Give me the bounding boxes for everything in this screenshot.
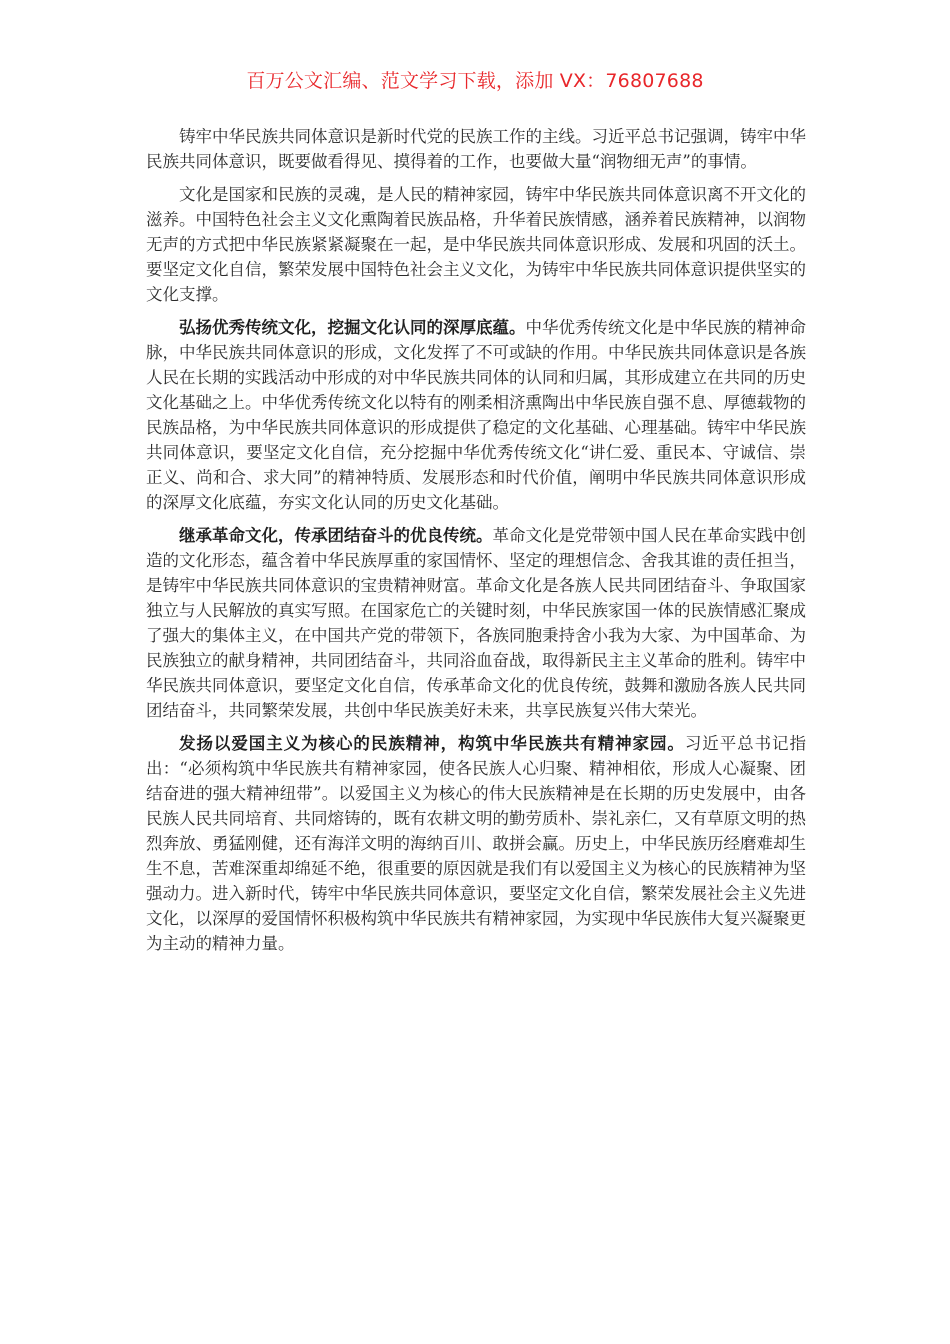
paragraph-culture [146, 182, 806, 307]
paragraph-lead: 继承革命文化，传承团结奋斗的优良传统。 [179, 526, 493, 545]
paragraph-text: 中华优秀传统文化是中华民族的精神命脉，中华民族共同体意识的形成，文化发挥了不可或缺的作用。中华民族共同体意识是各族人民在长期的实践活动中形成的对中华民族共同体的认同和归属，其形成建立在共同的历史文化基础之上。中华优秀传统文化以特有的刚柔相济熏陶出中华民族自强不息、厚德载物的民族品格，为中华民族共同体意识的形成提供了稳定的文化基础、心理基础。铸牢中华民族共同体意识，要坚定文化自信，充分挖掘中华优秀传统文化“讲仁爱、重民本、守诚信、崇正义、尚和合、求大同”的精神特质、发展形态和时代价值，阐明中华民族共同体意识形成的深厚文化底蕴，夯实文化认同的历史文化基础。 [146, 318, 806, 512]
article-body [146, 124, 806, 964]
paragraph-intro [146, 124, 806, 174]
paragraph-traditional-culture [146, 315, 806, 515]
paragraph-revolutionary-culture [146, 523, 806, 723]
paragraph-national-spirit [146, 731, 806, 956]
paragraph-text: 习近平总书记指出：“必须构筑中华民族共有精神家园，使各民族人心归聚、精神相依，形成人心凝聚、团结奋进的强大精神纽带”。以爱国主义为核心的伟大民族精神是在长期的历史发展中，由各民族人民共同培育、共同熔铸的，既有农耕文明的勤劳质朴、崇礼亲仁，又有草原文明的热烈奔放、勇猛刚健，还有海洋文明的海纳百川、敢拼会赢。历史上，中华民族历经磨难却生生不息，苦难深重却绵延不绝，很重要的原因就是我们有以爱国主义为核心的民族精神为坚强动力。进入新时代，铸牢中华民族共同体意识，要坚定文化自信，繁荣发展社会主义先进文化，以深厚的爱国情怀积极构筑中华民族共有精神家园，为实现中华民族伟大复兴凝聚更为主动的精神力量。 [146, 734, 807, 953]
paragraph-lead: 发扬以爱国主义为核心的民族精神，构筑中华民族共有精神家园。 [179, 734, 685, 753]
paragraph-text: 革命文化是党带领中国人民在革命实践中创造的文化形态，蕴含着中华民族厚重的家国情怀、坚定的理想信念、舍我其谁的责任担当，是铸牢中华民族共同体意识的宝贵精神财富。革命文化是各族人民共同团结奋斗、争取国家独立与人民解放的真实写照。在国家危亡的关键时刻，中华民族家国一体的民族情感汇聚成了强大的集体主义，在中国共产党的带领下，各族同胞秉持舍小我为大家、为中国革命、为民族独立的献身精神，共同团结奋斗，共同浴血奋战，取得新民主主义革命的胜利。铸牢中华民族共同体意识，要坚定文化自信，传承革命文化的优良传统，鼓舞和激励各族人民共同团结奋斗，共同繁荣发展，共创中华民族美好未来，共享民族复兴伟大荣光。 [146, 526, 806, 720]
paragraph-text: 铸牢中华民族共同体意识是新时代党的民族工作的主线。习近平总书记强调，铸牢中华民族共同体意识，既要做看得见、摸得着的工作，也要做大量“润物细无声”的事情。 [146, 127, 806, 171]
paragraph-lead: 弘扬优秀传统文化，挖掘文化认同的深厚底蕴。 [179, 318, 526, 337]
paragraph-text: 文化是国家和民族的灵魂，是人民的精神家园，铸牢中华民族共同体意识离不开文化的滋养。中国特色社会主义文化熏陶着民族品格，升华着民族情感，涵养着民族精神，以润物无声的方式把中华民族紧紧凝聚在一起，是中华民族共同体意识形成、发展和巩固的沃土。要坚定文化自信，繁荣发展中国特色社会主义文化，为铸牢中华民族共同体意识提供坚实的文化支撑。 [146, 185, 806, 304]
header-watermark-text: 百万公文汇编、范文学习下载，添加 VX：76807688 [246, 70, 704, 92]
